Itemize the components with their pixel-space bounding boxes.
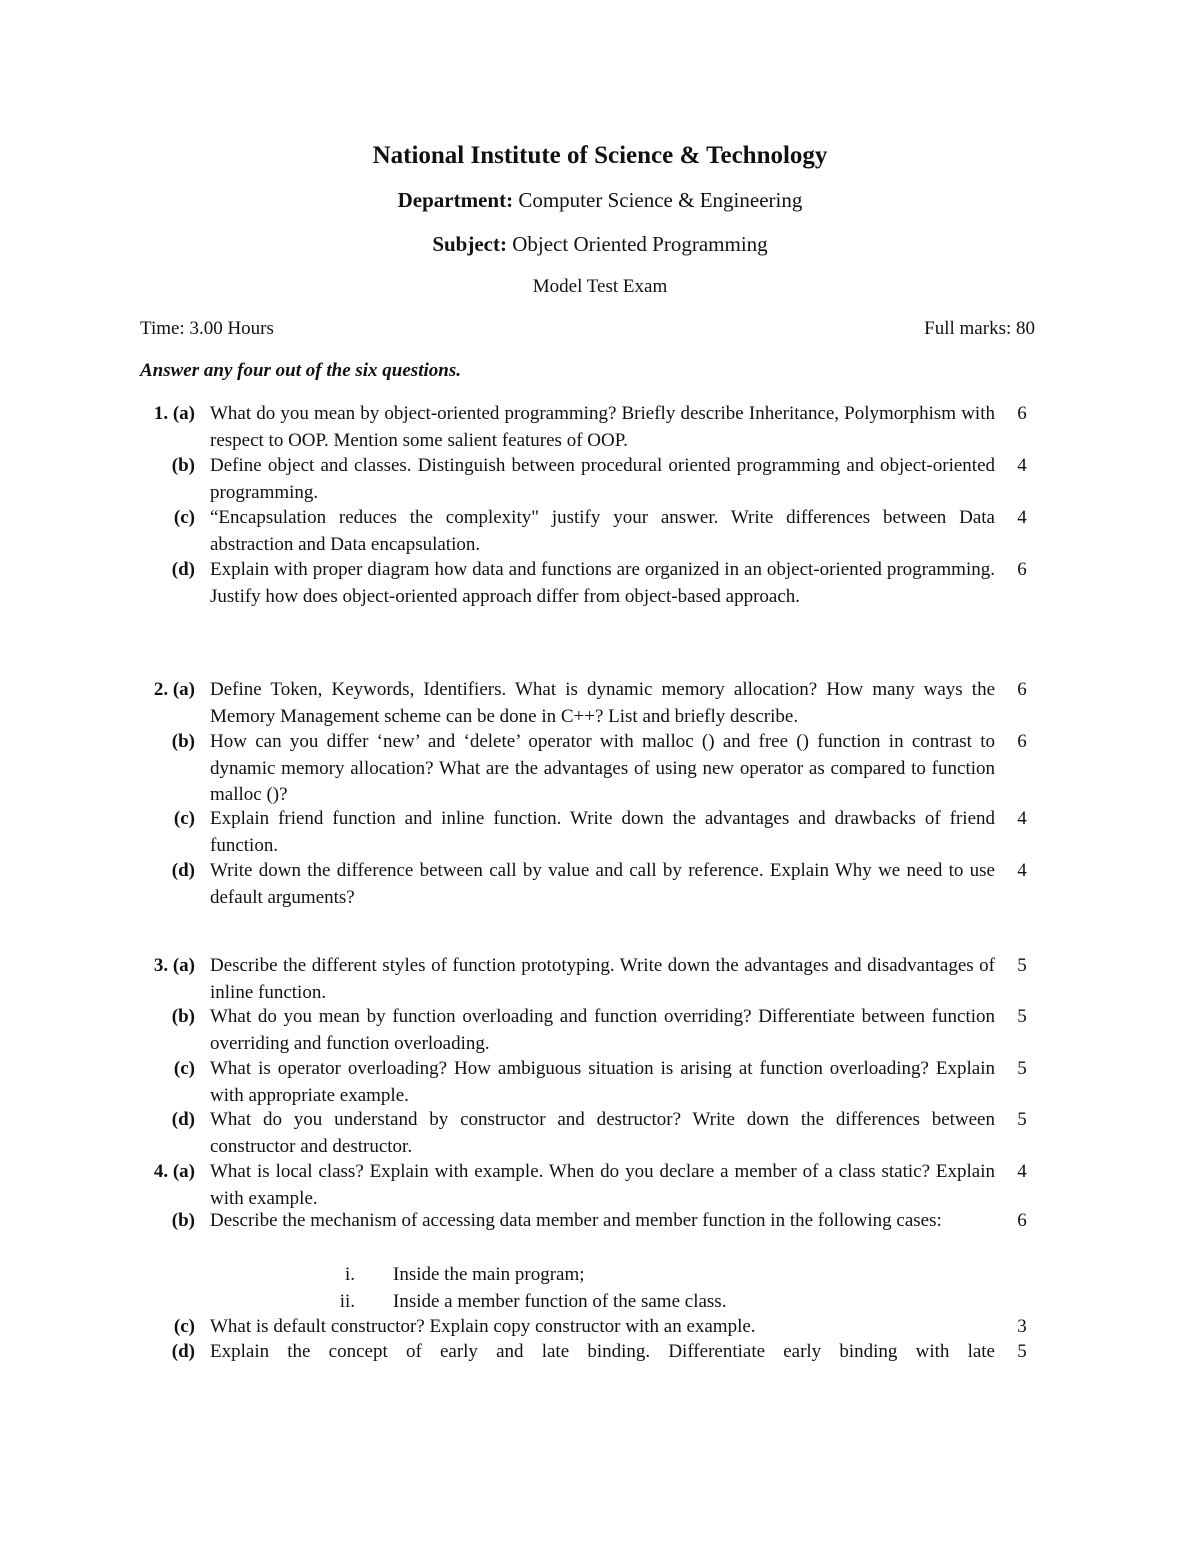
part-text: Describe the different styles of function prototyping. Write down the advantages and disadvantages of inline function. <box>210 955 995 1003</box>
part-label: (b) <box>171 731 195 752</box>
part-marks: 3 <box>1017 1316 1027 1337</box>
part-text: “Encapsulation reduces the complexity" justify your answer. Write differences between Data abstraction and Data encapsulation. <box>210 507 995 555</box>
part-label: (b) <box>171 1210 195 1231</box>
department-line <box>0 188 1200 213</box>
sub-list-text: Inside the main program; <box>393 1264 585 1285</box>
part-marks: 5 <box>1017 1058 1027 1079</box>
part-label: (d) <box>171 1341 195 1362</box>
part-marks: 6 <box>1017 1210 1027 1231</box>
subject-label: Subject: <box>432 232 507 256</box>
part-label: (c) <box>173 1058 195 1079</box>
part-marks: 4 <box>1017 1161 1027 1182</box>
part-text: What do you understand by constructor and destructor? Write down the differences between constructor and destructor. <box>210 1109 995 1157</box>
part-text: What is default constructor? Explain copy constructor with an example. <box>210 1316 756 1337</box>
sub-list-number: ii. <box>339 1291 355 1312</box>
institute-title: National Institute of Science & Technology <box>372 142 828 169</box>
department-label: Department: <box>397 188 514 212</box>
department-name: Computer Science & Engineering <box>518 188 803 212</box>
instructions: Answer any four out of the six questions. <box>140 360 461 381</box>
part-marks: 6 <box>1017 559 1027 580</box>
exam-type: Model Test Exam <box>532 276 668 297</box>
part-text: How can you differ ‘new’ and ‘delete’ operator with malloc () and free () function in contrast to dynamic memory allocation? What are the advantages of using new operator as compared to function malloc ()? <box>210 731 995 805</box>
part-marks: 5 <box>1017 1006 1027 1027</box>
part-text: Explain friend function and inline function. Write down the advantages and drawbacks of friend function. <box>210 808 995 856</box>
exam-time: Time: 3.00 Hours <box>140 318 274 339</box>
subject-name: Object Oriented Programming <box>512 232 768 256</box>
part-label: (d) <box>171 1109 195 1130</box>
part-text: Define Token, Keywords, Identifiers. What is dynamic memory allocation? How many ways the Memory Management scheme can be done in C++? List and briefly describe. <box>210 679 995 727</box>
part-label: 4. (a) <box>153 1161 195 1182</box>
part-text: Describe the mechanism of accessing data member and member function in the following cases: <box>210 1210 942 1231</box>
part-label: (c) <box>173 1316 195 1337</box>
sub-list-text: Inside a member function of the same class. <box>393 1291 727 1312</box>
part-marks: 5 <box>1017 1341 1027 1362</box>
part-marks: 6 <box>1017 731 1027 752</box>
part-text: What do you mean by function overloading and function overriding? Differentiate between function overriding and function overloading. <box>210 1006 995 1054</box>
part-marks: 5 <box>1017 955 1027 976</box>
part-marks: 4 <box>1017 455 1027 476</box>
part-text: What is local class? Explain with example. When do you declare a member of a class static? Explain with example. <box>210 1161 995 1209</box>
part-text: Write down the difference between call by value and call by reference. Explain Why we need to use default arguments? <box>210 860 995 908</box>
part-marks: 4 <box>1017 808 1027 829</box>
part-text: What is operator overloading? How ambiguous situation is arising at function overloading? Explain with appropriate example. <box>210 1058 995 1106</box>
part-text: What do you mean by object-oriented programming? Briefly describe Inheritance, Polymorphism with respect to OOP. Mention some salient features of OOP. <box>210 403 995 451</box>
part-marks: 6 <box>1017 403 1027 424</box>
part-label: (b) <box>171 1006 195 1027</box>
part-label: 1. (a) <box>153 403 195 424</box>
part-marks: 4 <box>1017 860 1027 881</box>
part-label: 3. (a) <box>153 955 195 976</box>
part-marks: 4 <box>1017 507 1027 528</box>
part-label: (b) <box>171 455 195 476</box>
subject-line <box>0 232 1200 257</box>
part-label: (c) <box>173 808 195 829</box>
part-text: Explain with proper diagram how data and functions are organized in an object-oriented programming. Justify how does object-oriented approach differ from object-based approach. <box>210 559 995 607</box>
part-text: Define object and classes. Distinguish between procedural oriented programming and object-oriented programming. <box>210 455 995 503</box>
part-text: Explain the concept of early and late binding. Differentiate early binding with late <box>210 1341 995 1362</box>
part-label: (d) <box>171 559 195 580</box>
part-label: (d) <box>171 860 195 881</box>
part-label: 2. (a) <box>153 679 195 700</box>
full-marks: Full marks: 80 <box>924 318 1035 339</box>
part-label: (c) <box>173 507 195 528</box>
part-marks: 6 <box>1017 679 1027 700</box>
sub-list-number: i. <box>344 1264 355 1285</box>
part-marks: 5 <box>1017 1109 1027 1130</box>
